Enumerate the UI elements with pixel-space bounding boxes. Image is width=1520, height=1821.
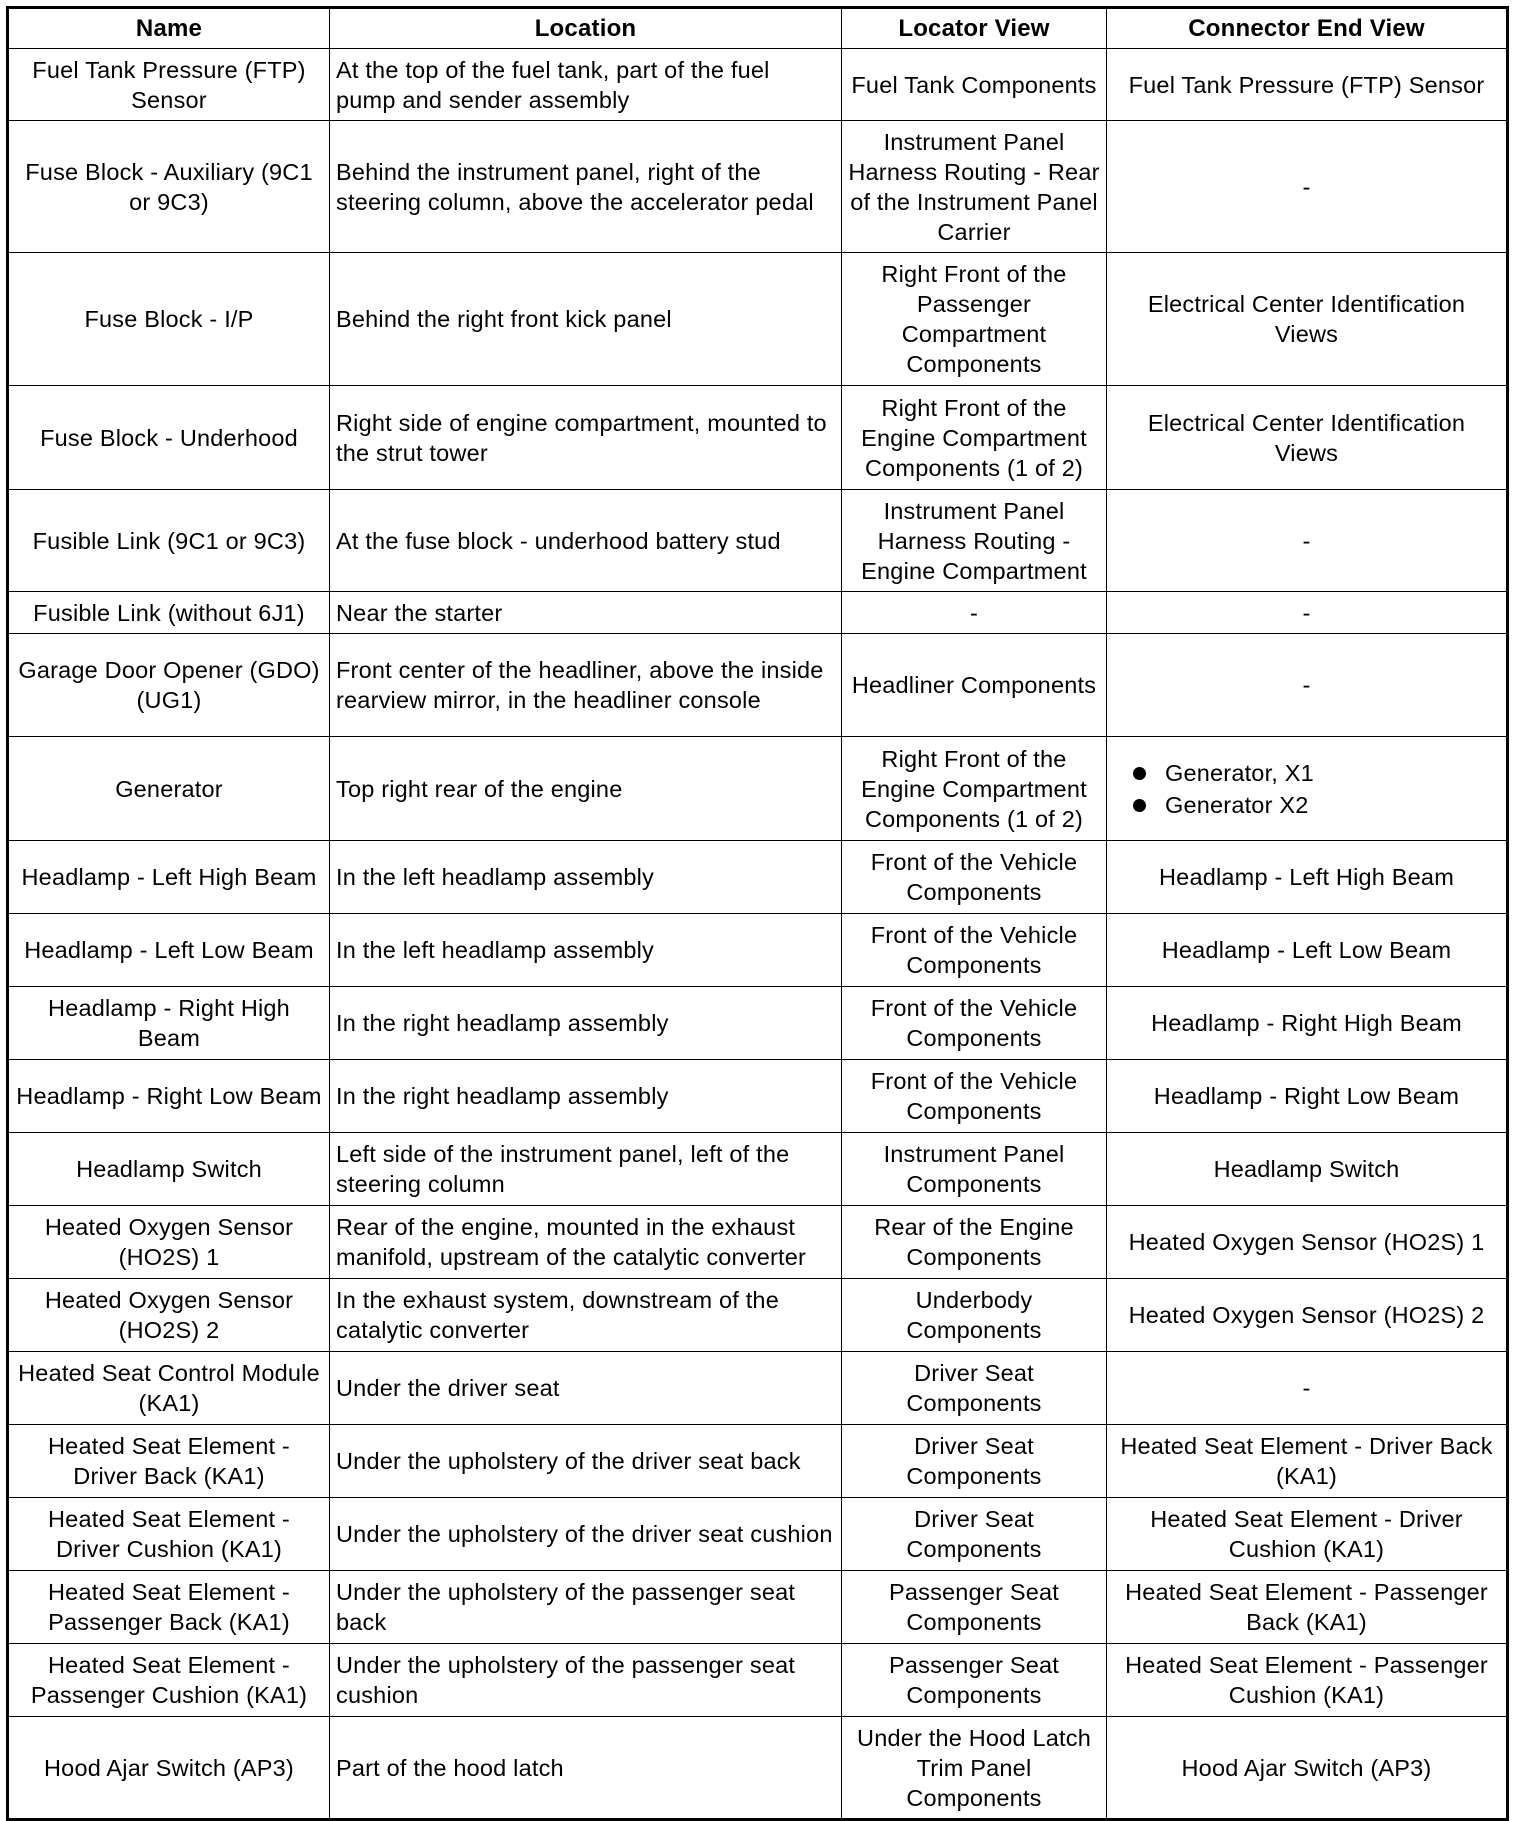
header-location: Location bbox=[330, 8, 842, 49]
cell-name: Heated Seat Control Module (KA1) bbox=[8, 1352, 330, 1425]
cell-connector-end-view: Heated Seat Element - Passenger Back (KA1) bbox=[1107, 1571, 1508, 1644]
cell-connector-end-view: Electrical Center Identification Views bbox=[1107, 386, 1508, 490]
cell-connector-end-view: Electrical Center Identification Views bbox=[1107, 253, 1508, 386]
cell-connector-end-view: Heated Seat Element - Driver Cushion (KA1) bbox=[1107, 1498, 1508, 1571]
cell-name: Generator bbox=[8, 737, 330, 841]
cell-name: Heated Seat Element - Driver Back (KA1) bbox=[8, 1425, 330, 1498]
cell-connector-end-view: Heated Oxygen Sensor (HO2S) 2 bbox=[1107, 1279, 1508, 1352]
table-row bbox=[8, 253, 1508, 386]
cell-name: Heated Seat Element - Passenger Back (KA1) bbox=[8, 1571, 330, 1644]
cell-connector-end-view: - bbox=[1107, 592, 1508, 634]
cell-location: Under the driver seat bbox=[330, 1352, 842, 1425]
cell-name: Headlamp Switch bbox=[8, 1133, 330, 1206]
cell-name: Fusible Link (9C1 or 9C3) bbox=[8, 490, 330, 592]
cell-locator-view: Driver Seat Components bbox=[842, 1498, 1107, 1571]
cell-locator-view: Front of the Vehicle Components bbox=[842, 841, 1107, 914]
cell-locator-view: - bbox=[842, 592, 1107, 634]
cell-locator-view: Instrument Panel Harness Routing - Rear of the Instrument Panel Carrier bbox=[842, 121, 1107, 253]
cell-location: Behind the right front kick panel bbox=[330, 253, 842, 386]
cell-location: In the right headlamp assembly bbox=[330, 987, 842, 1060]
cell-name: Fuse Block - Auxiliary (9C1 or 9C3) bbox=[8, 121, 330, 253]
cell-locator-view: Right Front of the Engine Compartment Components (1 of 2) bbox=[842, 737, 1107, 841]
cell-connector-end-view: Headlamp - Left Low Beam bbox=[1107, 914, 1508, 987]
cell-connector-end-view: Heated Seat Element - Driver Back (KA1) bbox=[1107, 1425, 1508, 1498]
cell-location: Under the upholstery of the driver seat cushion bbox=[330, 1498, 842, 1571]
cell-name: Fuel Tank Pressure (FTP) Sensor bbox=[8, 49, 330, 121]
table-row bbox=[8, 386, 1508, 490]
cell-location: Left side of the instrument panel, left of the steering column bbox=[330, 1133, 842, 1206]
cell-name: Heated Seat Element - Passenger Cushion (KA1) bbox=[8, 1644, 330, 1717]
table-row bbox=[8, 490, 1508, 592]
cell-location: Under the upholstery of the passenger seat cushion bbox=[330, 1644, 842, 1717]
cell-connector-end-view: Headlamp Switch bbox=[1107, 1133, 1508, 1206]
header-name: Name bbox=[8, 8, 330, 49]
cell-location: Near the starter bbox=[330, 592, 842, 634]
table-body bbox=[8, 49, 1508, 1820]
cell-connector-end-view: - bbox=[1107, 490, 1508, 592]
table-row bbox=[8, 914, 1508, 987]
table-row bbox=[8, 1498, 1508, 1571]
connector-item-label: Generator, X1 bbox=[1165, 759, 1314, 786]
table-row bbox=[8, 987, 1508, 1060]
table-row bbox=[8, 121, 1508, 253]
cell-name: Garage Door Opener (GDO) (UG1) bbox=[8, 634, 330, 737]
cell-location: Rear of the engine, mounted in the exhaust manifold, upstream of the catalytic converter bbox=[330, 1206, 842, 1279]
cell-name: Heated Oxygen Sensor (HO2S) 2 bbox=[8, 1279, 330, 1352]
cell-locator-view: Headliner Components bbox=[842, 634, 1107, 737]
cell-locator-view: Front of the Vehicle Components bbox=[842, 1060, 1107, 1133]
cell-locator-view: Passenger Seat Components bbox=[842, 1571, 1107, 1644]
cell-location: Right side of engine compartment, mounted to the strut tower bbox=[330, 386, 842, 490]
cell-locator-view: Front of the Vehicle Components bbox=[842, 914, 1107, 987]
cell-location: Under the upholstery of the passenger seat back bbox=[330, 1571, 842, 1644]
cell-connector-end-view: - bbox=[1107, 1352, 1508, 1425]
table-row bbox=[8, 1206, 1508, 1279]
table-row bbox=[8, 592, 1508, 634]
connector-list-item bbox=[1133, 757, 1500, 789]
connector-list-item bbox=[1133, 789, 1500, 821]
cell-connector-end-view: Hood Ajar Switch (AP3) bbox=[1107, 1717, 1508, 1820]
table-row bbox=[8, 1571, 1508, 1644]
component-locator-table bbox=[6, 6, 1509, 1821]
cell-location: Part of the hood latch bbox=[330, 1717, 842, 1820]
cell-locator-view: Fuel Tank Components bbox=[842, 49, 1107, 121]
table-row bbox=[8, 1717, 1508, 1820]
cell-connector-end-view: - bbox=[1107, 634, 1508, 737]
table-row bbox=[8, 1133, 1508, 1206]
table-row bbox=[8, 1279, 1508, 1352]
cell-location: Behind the instrument panel, right of the steering column, above the accelerator pedal bbox=[330, 121, 842, 253]
bullet-icon bbox=[1133, 799, 1146, 812]
cell-locator-view: Instrument Panel Harness Routing - Engine Compartment bbox=[842, 490, 1107, 592]
cell-locator-view: Under the Hood Latch Trim Panel Components bbox=[842, 1717, 1107, 1820]
cell-name: Fusible Link (without 6J1) bbox=[8, 592, 330, 634]
cell-location: At the top of the fuel tank, part of the fuel pump and sender assembly bbox=[330, 49, 842, 121]
table-row bbox=[8, 737, 1508, 841]
cell-locator-view: Passenger Seat Components bbox=[842, 1644, 1107, 1717]
cell-connector-end-view bbox=[1107, 737, 1508, 841]
table-row bbox=[8, 1060, 1508, 1133]
table-row bbox=[8, 1644, 1508, 1717]
cell-locator-view: Right Front of the Engine Compartment Components (1 of 2) bbox=[842, 386, 1107, 490]
cell-location: In the exhaust system, downstream of the catalytic converter bbox=[330, 1279, 842, 1352]
cell-name: Fuse Block - Underhood bbox=[8, 386, 330, 490]
cell-connector-end-view: Headlamp - Left High Beam bbox=[1107, 841, 1508, 914]
cell-location: Front center of the headliner, above the inside rearview mirror, in the headliner console bbox=[330, 634, 842, 737]
cell-locator-view: Right Front of the Passenger Compartment Components bbox=[842, 253, 1107, 386]
cell-name: Headlamp - Right High Beam bbox=[8, 987, 330, 1060]
cell-location: At the fuse block - underhood battery stud bbox=[330, 490, 842, 592]
cell-name: Heated Seat Element - Driver Cushion (KA1) bbox=[8, 1498, 330, 1571]
cell-location: In the left headlamp assembly bbox=[330, 841, 842, 914]
cell-locator-view: Instrument Panel Components bbox=[842, 1133, 1107, 1206]
connector-item-label: Generator X2 bbox=[1165, 791, 1309, 818]
cell-name: Fuse Block - I/P bbox=[8, 253, 330, 386]
connector-list bbox=[1113, 757, 1500, 821]
component-locator-sheet bbox=[6, 6, 1506, 1821]
cell-location: Under the upholstery of the driver seat back bbox=[330, 1425, 842, 1498]
cell-locator-view: Front of the Vehicle Components bbox=[842, 987, 1107, 1060]
cell-name: Headlamp - Left High Beam bbox=[8, 841, 330, 914]
cell-location: In the right headlamp assembly bbox=[330, 1060, 842, 1133]
table-row bbox=[8, 634, 1508, 737]
cell-connector-end-view: - bbox=[1107, 121, 1508, 253]
cell-name: Heated Oxygen Sensor (HO2S) 1 bbox=[8, 1206, 330, 1279]
header-locator-view: Locator View bbox=[842, 8, 1107, 49]
cell-location: Top right rear of the engine bbox=[330, 737, 842, 841]
cell-name: Hood Ajar Switch (AP3) bbox=[8, 1717, 330, 1820]
header-row bbox=[8, 8, 1508, 49]
cell-connector-end-view: Fuel Tank Pressure (FTP) Sensor bbox=[1107, 49, 1508, 121]
cell-locator-view: Driver Seat Components bbox=[842, 1352, 1107, 1425]
table-row bbox=[8, 841, 1508, 914]
table-row bbox=[8, 49, 1508, 121]
cell-connector-end-view: Heated Oxygen Sensor (HO2S) 1 bbox=[1107, 1206, 1508, 1279]
header-connector-end-view: Connector End View bbox=[1107, 8, 1508, 49]
cell-connector-end-view: Headlamp - Right High Beam bbox=[1107, 987, 1508, 1060]
cell-name: Headlamp - Left Low Beam bbox=[8, 914, 330, 987]
cell-name: Headlamp - Right Low Beam bbox=[8, 1060, 330, 1133]
cell-locator-view: Rear of the Engine Components bbox=[842, 1206, 1107, 1279]
cell-location: In the left headlamp assembly bbox=[330, 914, 842, 987]
cell-connector-end-view: Heated Seat Element - Passenger Cushion (KA1) bbox=[1107, 1644, 1508, 1717]
table-row bbox=[8, 1352, 1508, 1425]
cell-locator-view: Driver Seat Components bbox=[842, 1425, 1107, 1498]
table-row bbox=[8, 1425, 1508, 1498]
bullet-icon bbox=[1133, 767, 1146, 780]
cell-connector-end-view: Headlamp - Right Low Beam bbox=[1107, 1060, 1508, 1133]
cell-locator-view: Underbody Components bbox=[842, 1279, 1107, 1352]
